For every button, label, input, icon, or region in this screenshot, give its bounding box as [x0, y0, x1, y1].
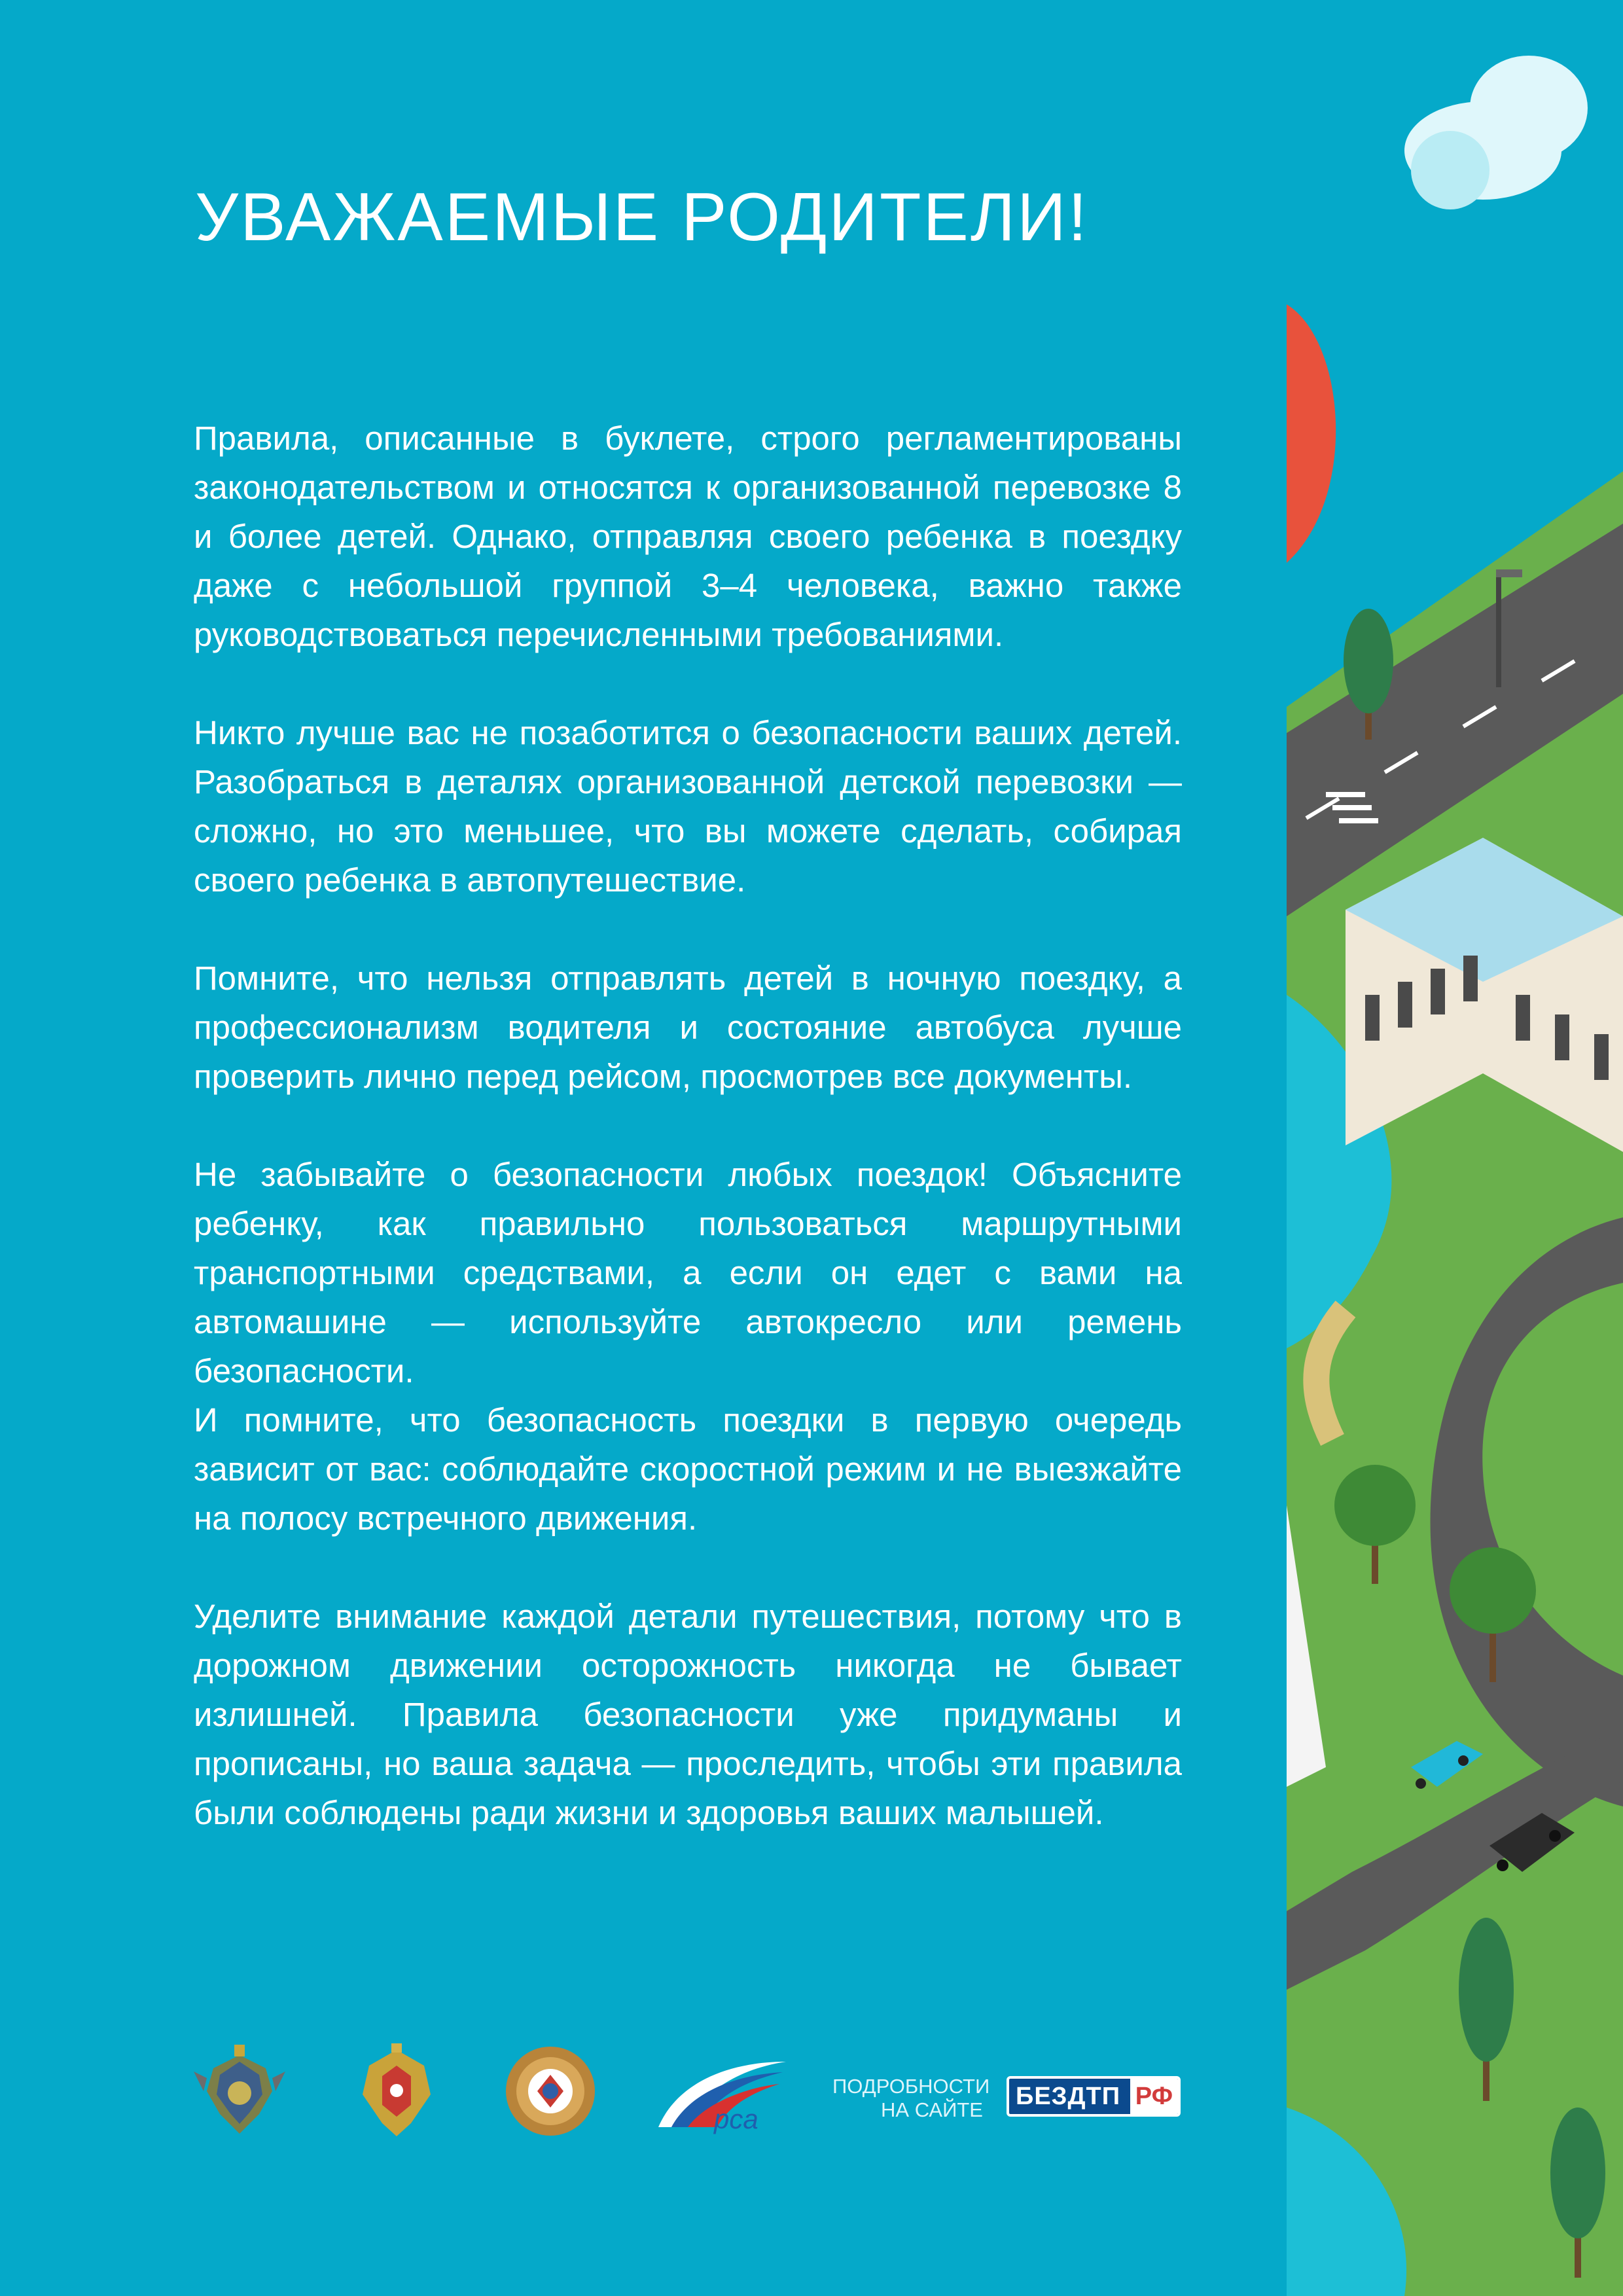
mvd-emblem-icon: [351, 2042, 442, 2140]
paragraph: Уделите внимание каждой детали путешествия, потому что в дорожном движении осторожность никогда не бывает излишней. Правила безопасности уже придуманы и прописаны, но ваша задача — проследить, чтобы эти правила были соблюдены ради жизни и здоровья ваших малышей.: [194, 1598, 1182, 1831]
city-illustration: [1287, 0, 1623, 2296]
paragraph: Помните, что нельзя отправлять детей в ночную поездку, а профессионализм водителя и состояние автобуса лучше проверить лично перед рейсом, просмотрев все документы.: [194, 960, 1182, 1095]
page-title: УВАЖАЕМЫЕ РОДИТЕЛИ!: [195, 179, 1089, 255]
mintrans-emblem-icon: [194, 2042, 285, 2140]
gibdd-badge-icon: [501, 2042, 599, 2140]
rsa-logo-icon: [652, 2042, 789, 2140]
paragraph: Не забывайте о безопасности любых поездок! Объясните ребенку, как правильно пользоваться маршрутными транспортными средствами, а если он едет с вами на автомашине — используйте автокресло или ремень безопасности.: [194, 1156, 1182, 1390]
rsa-logo-text: рса: [714, 2104, 758, 2134]
bezdtp-logo-main: БЕЗДТП: [1016, 2083, 1121, 2110]
paragraph: Никто лучше вас не позаботится о безопасности ваших детей. Разобраться в деталях организованной детской перевозки — сложно, но это меньшее, что вы можете сделать, собирая своего ребенка в автопутешествие.: [194, 714, 1182, 899]
paragraph: Правила, описанные в буклете, строго регламентированы законодательством и относятся к организованной перевозке 8 и более детей. Однако, отправляя своего ребенка в поездку даже с небольшой группой 3–4 человека, важно также руководствоваться перечисленными требованиями.: [194, 420, 1182, 653]
bezdtp-logo[interactable]: [1007, 2076, 1181, 2117]
paragraph: И помните, что безопасность поездки в первую очередь зависит от вас: соблюдайте скоростной режим и не выезжайте на полосу встречного движения.: [194, 1401, 1182, 1537]
bezdtp-logo-suffix: РФ: [1130, 2079, 1178, 2114]
more-info-label: ПОДРОБНОСТИ НА САЙТЕ: [832, 2075, 990, 2121]
partner-logos: [194, 2042, 1182, 2147]
body-text: [194, 414, 1182, 1837]
